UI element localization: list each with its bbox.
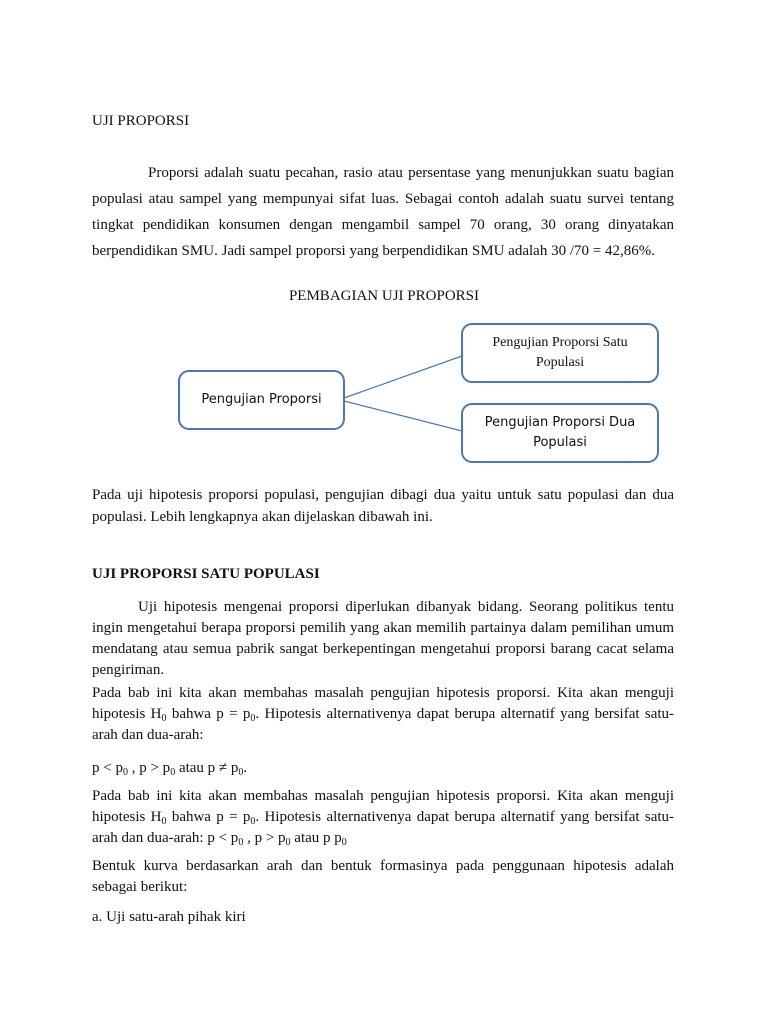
paragraph-1: Uji hipotesis mengenai proporsi diperlukan dibanyak bidang. Seorang politikus tentu ingin mengetahui berapa proporsi pemilih yang akan memilih partainya dalam pemilihan umum mendatang atau semua pabrik sangat berkepentingan mengetahui proporsi barang cacat selama pengiriman. (92, 599, 674, 678)
diagram-node-one-population (461, 323, 659, 383)
diagram-node-root-label: Pengujian Proporsi (201, 392, 322, 407)
connector-line-top (344, 356, 462, 398)
list-item-a: a. Uji satu-arah pihak kiri (92, 909, 246, 925)
document-title: UJI PROPORSI (92, 113, 190, 129)
paragraph-2: Pada bab ini kita akan membahas masalah pengujian hipotesis proporsi. Kita akan menguji hipotesis $H_0$ bahwa $p = p_0$. Hipotesis alternativenya dapat berupa alternatif yang bersifat satu-arah dan dua-arah: (92, 685, 675, 743)
diagram-node-root (178, 370, 345, 430)
diagram-node-one-population-label: Pengujian Proporsi Satu Populasi (492, 335, 628, 370)
after-diagram-paragraph: Pada uji hipotesis proporsi populasi, pengujian dibagi dua yaitu untuk satu populasi dan dua populasi. Lebih lengkapnya akan dijelaskan dibawah ini. (92, 487, 674, 525)
section-heading: UJI PROPORSI SATU POPULASI (92, 566, 320, 582)
connector-line-bottom (344, 401, 462, 431)
diagram-node-two-population (461, 403, 659, 463)
paragraph-3: Pada bab ini kita akan membahas masalah pengujian hipotesis proporsi. Kita akan menguji hipotesis $H_0$ bahwa $p = p_0$. Hipotesis alternativenya dapat berupa alternatif yang bersifat satu-arah dan dua-arah: $p < p_0$ , $p > p_0$ atau p $p_0$ (92, 788, 675, 848)
paragraph-4: Bentuk kurva berdasarkan arah dan bentuk formasinya pada penggunaan hipotesis adalah sebagai berikut: (92, 858, 674, 895)
diagram-node-two-population-label: Pengujian Proporsi Dua Populasi (484, 415, 636, 450)
diagram-title: PEMBAGIAN UJI PROPORSI (288, 288, 480, 304)
intro-paragraph: Proporsi adalah suatu pecahan, rasio atau persentase yang menunjukkan suatu bagian populasi atau sampel yang mempunyai sifat luas. Sebagai contoh adalah suatu survei tentang tingkat pendidikan konsumen dengan mengambil sampel 70 orang, 30 orang dinyatakan berpendidikan SMU. Jadi sampel proporsi yang berpendidikan SMU adalah 30 /70 = 42,86%. (92, 165, 674, 259)
formula-line: $p < p_0$ , $p > p_0$ atau $p \ne p_0$. (92, 760, 248, 778)
